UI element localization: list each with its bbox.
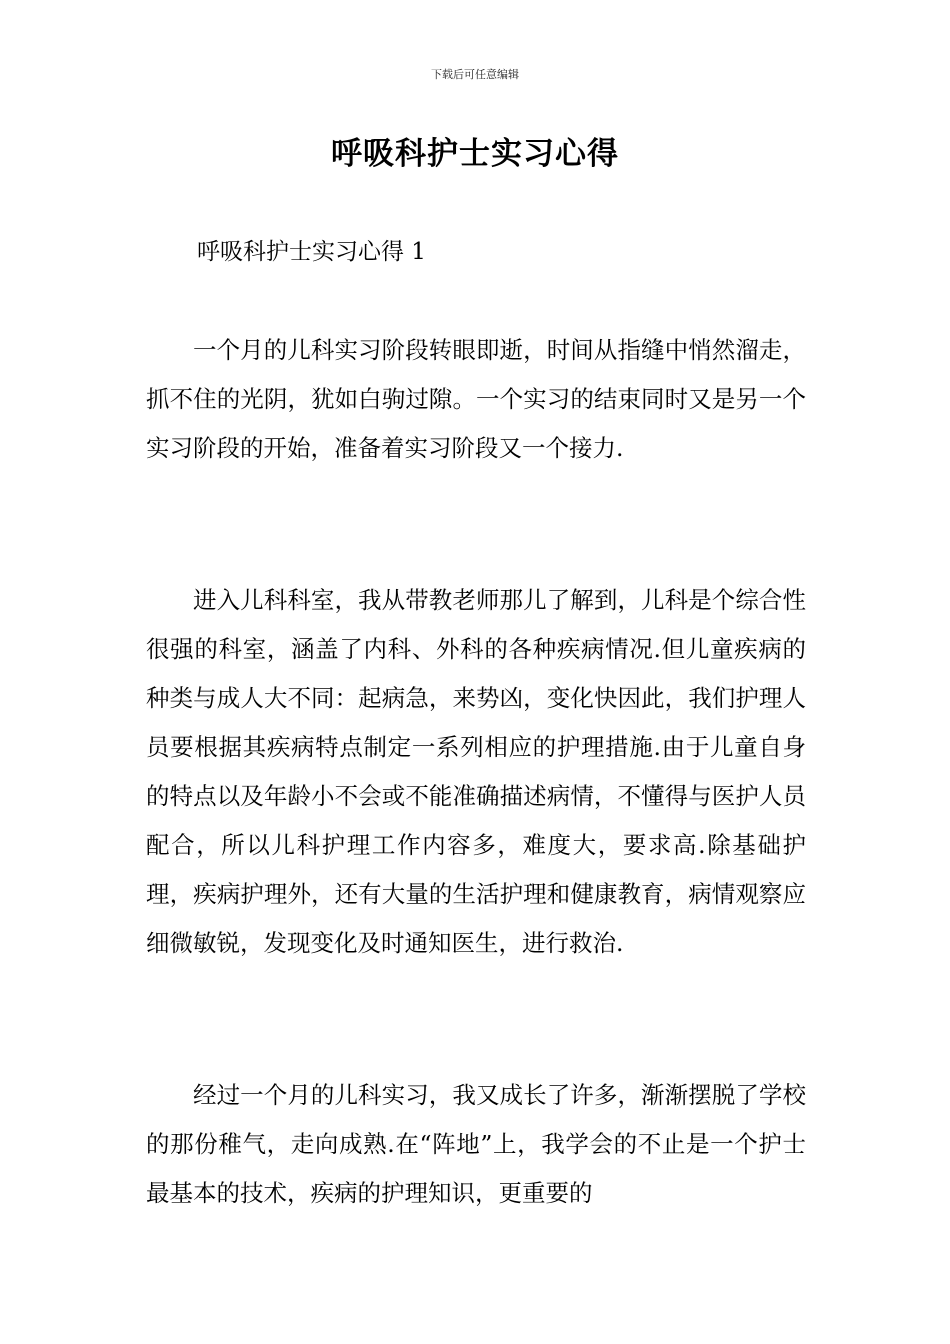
section-heading: 呼吸科护士实习心得 1 [197,239,426,265]
paragraph-2: 进入儿科科室，我从带教老师那儿了解到，儿科是个综合性很强的科室，涵盖了内科、外科的各种疾病情况.但儿童疾病的种类与成人大不同：起病急，来势凶，变化快因此，我们护理人员要根据其疾病特点制定一系列相应的护理措施.由于儿童自身的特点以及年龄小不会或不能准确描述病情，不懂得与医护人员配合，所以儿科护理工作内容多，难度大，要求高.除基础护理，疾病护理外，还有大量的生活护理和健康教育，病情观察应细微敏锐，发现变化及时通知医生，进行救治. [146,586,806,957]
paragraph-1: 一个月的儿科实习阶段转眼即逝，时间从指缝中悄然溜走，抓不住的光阴，犹如白驹过隙。一个实习的结束同时又是另一个实习阶段的开始，准备着实习阶段又一个接力. [146,336,806,462]
paragraph-3: 经过一个月的儿科实习，我又成长了许多，渐渐摆脱了学校的那份稚气，走向成熟.在“阵地”上，我学会的不止是一个护士最基本的技术，疾病的护理知识，更重要的 [146,1081,806,1207]
document-title: 呼吸科护士实习心得 [331,136,619,172]
header-note: 下载后可任意编辑 [431,68,519,81]
